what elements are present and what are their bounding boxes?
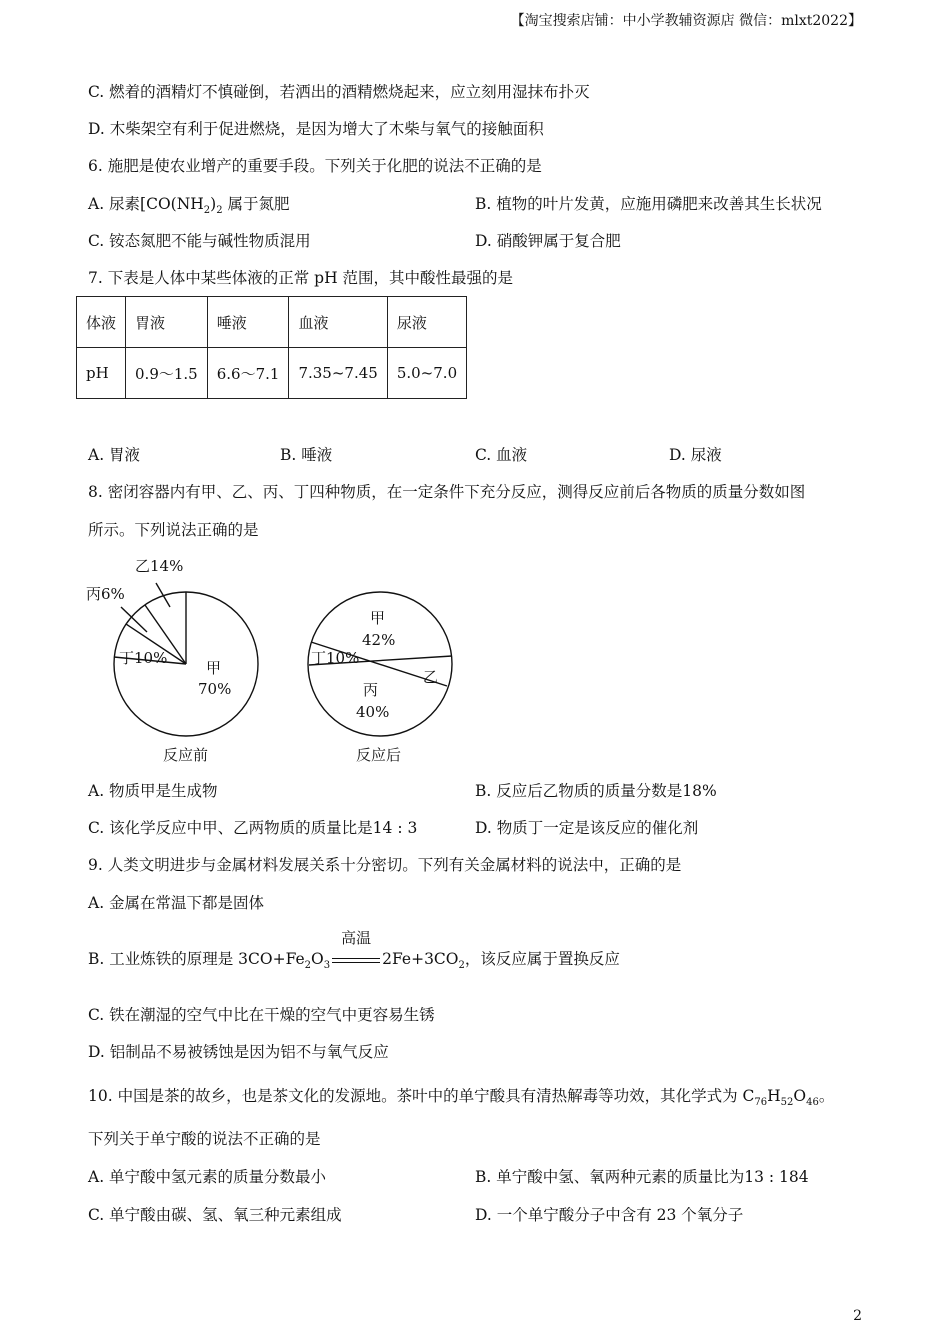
label-after-ding: 丁10% bbox=[311, 649, 360, 667]
q9-stem: 9. 人类文明进步与金属材料发展关系十分密切。下列有关金属材料的说法中，正确的是 bbox=[88, 856, 682, 874]
table-cell: pH bbox=[77, 348, 126, 399]
q9-option-b: B. 工业炼铁的原理是 $3CO+Fe_2O_3$ 高温 $2Fe+3CO_2$，该反应属于置换反应 bbox=[88, 929, 620, 972]
q7-stem: 7. 下表是人体中某些体液的正常 pH 范围，其中酸性最强的是 bbox=[88, 269, 514, 287]
q9-option-c: C. 铁在潮湿的空气中比在干燥的空气中更容易生锈 bbox=[88, 1006, 435, 1024]
q9-option-a: A. 金属在常温下都是固体 bbox=[88, 894, 265, 912]
table-cell: 0.9～1.5 bbox=[126, 348, 208, 399]
table-cell: 7.35~7.45 bbox=[289, 348, 387, 399]
q10-option-a: A. 单宁酸中氢元素的质量分数最小 bbox=[88, 1168, 327, 1186]
q8-option-a: A. 物质甲是生成物 bbox=[88, 782, 218, 800]
caption-before: 反应前 bbox=[163, 746, 209, 764]
caption-after: 反应后 bbox=[356, 746, 402, 764]
q8-option-c: C. 该化学反应中甲、乙两物质的质量比是14 : 3 bbox=[88, 819, 418, 837]
table-cell: 6.6～7.1 bbox=[207, 348, 289, 399]
q6-option-a: A. 尿素[$CO(NH_2)_2$ 属于氮肥 bbox=[88, 195, 290, 217]
label-before-bing: 丙6% bbox=[86, 585, 125, 603]
q8-stem-line2: 所示。下列说法正确的是 bbox=[88, 521, 259, 539]
table-cell: 体液 bbox=[77, 297, 126, 348]
label-before-ding: 丁10% bbox=[119, 649, 168, 667]
q8-option-d: D. 物质丁一定是该反应的催化剂 bbox=[475, 819, 699, 837]
q5-option-c: C. 燃着的酒精灯不慎碰倒，若洒出的酒精燃烧起来，应立刻用湿抹布扑灭 bbox=[88, 83, 590, 101]
table-cell: 唾液 bbox=[207, 297, 289, 348]
table-row bbox=[77, 348, 467, 399]
table-cell: 5.0~7.0 bbox=[387, 348, 466, 399]
q7-option-b: B. 唾液 bbox=[280, 446, 333, 464]
table-cell: 血液 bbox=[289, 297, 387, 348]
q6-option-d: D. 硝酸钾属于复合肥 bbox=[475, 232, 621, 250]
q5-option-d: D. 木柴架空有利于促进燃烧，是因为增大了木柴与氧气的接触面积 bbox=[88, 120, 544, 138]
label-before-jia-pct: 70% bbox=[198, 680, 232, 698]
label-after-bing-pct: 40% bbox=[356, 703, 390, 721]
page-header: 【淘宝搜索店铺：中小学教辅资源店 微信：mlxt2022】 bbox=[510, 13, 862, 29]
q6-option-c: C. 铵态氮肥不能与碱性物质混用 bbox=[88, 232, 311, 250]
q7-option-c: C. 血液 bbox=[475, 446, 528, 464]
q10-stem-line1: 10. 中国是茶的故乡，也是茶文化的发源地。茶叶中的单宁酸具有清热解毒等功效，其化学式为 $C_{76}H_{52}O_{46}$。 bbox=[88, 1087, 835, 1109]
leader-line bbox=[121, 607, 147, 632]
q8-pie-figure bbox=[80, 550, 480, 772]
label-after-jia-pct: 42% bbox=[362, 631, 396, 649]
label-after-yi: 乙 bbox=[423, 668, 439, 686]
label-before-jia: 甲 bbox=[206, 659, 222, 677]
q10-stem-line2: 下列关于单宁酸的说法不正确的是 bbox=[88, 1130, 321, 1148]
q7-option-d: D. 尿液 bbox=[669, 446, 722, 464]
page-number: 2 bbox=[853, 1308, 862, 1324]
label-after-bing: 丙 bbox=[363, 681, 379, 699]
table-row bbox=[77, 297, 467, 348]
q7-option-a: A. 胃液 bbox=[88, 446, 141, 464]
reaction-condition-arrow: 高温 bbox=[332, 950, 380, 970]
q9-option-d: D. 铝制品不易被锈蚀是因为铝不与氧气反应 bbox=[88, 1043, 389, 1061]
q8-option-b: B. 反应后乙物质的质量分数是18% bbox=[475, 782, 717, 800]
q6-option-b: B. 植物的叶片发黄，应施用磷肥来改善其生长状况 bbox=[475, 195, 822, 213]
ph-table bbox=[76, 296, 467, 399]
q10-option-d: D. 一个单宁酸分子中含有 23 个氧分子 bbox=[475, 1206, 744, 1224]
q10-option-c: C. 单宁酸由碳、氢、氧三种元素组成 bbox=[88, 1206, 342, 1224]
q8-stem-line1: 8. 密闭容器内有甲、乙、丙、丁四种物质，在一定条件下充分反应，测得反应前后各物质的质量分数如图 bbox=[88, 483, 806, 501]
table-cell: 胃液 bbox=[126, 297, 208, 348]
table-cell: 尿液 bbox=[387, 297, 466, 348]
q6-stem: 6. 施肥是使农业增产的重要手段。下列关于化肥的说法不正确的是 bbox=[88, 157, 542, 175]
q10-option-b: B. 单宁酸中氢、氧两种元素的质量比为13 : 184 bbox=[475, 1168, 809, 1186]
label-before-yi: 乙14% bbox=[135, 557, 184, 575]
label-after-jia: 甲 bbox=[370, 609, 386, 627]
